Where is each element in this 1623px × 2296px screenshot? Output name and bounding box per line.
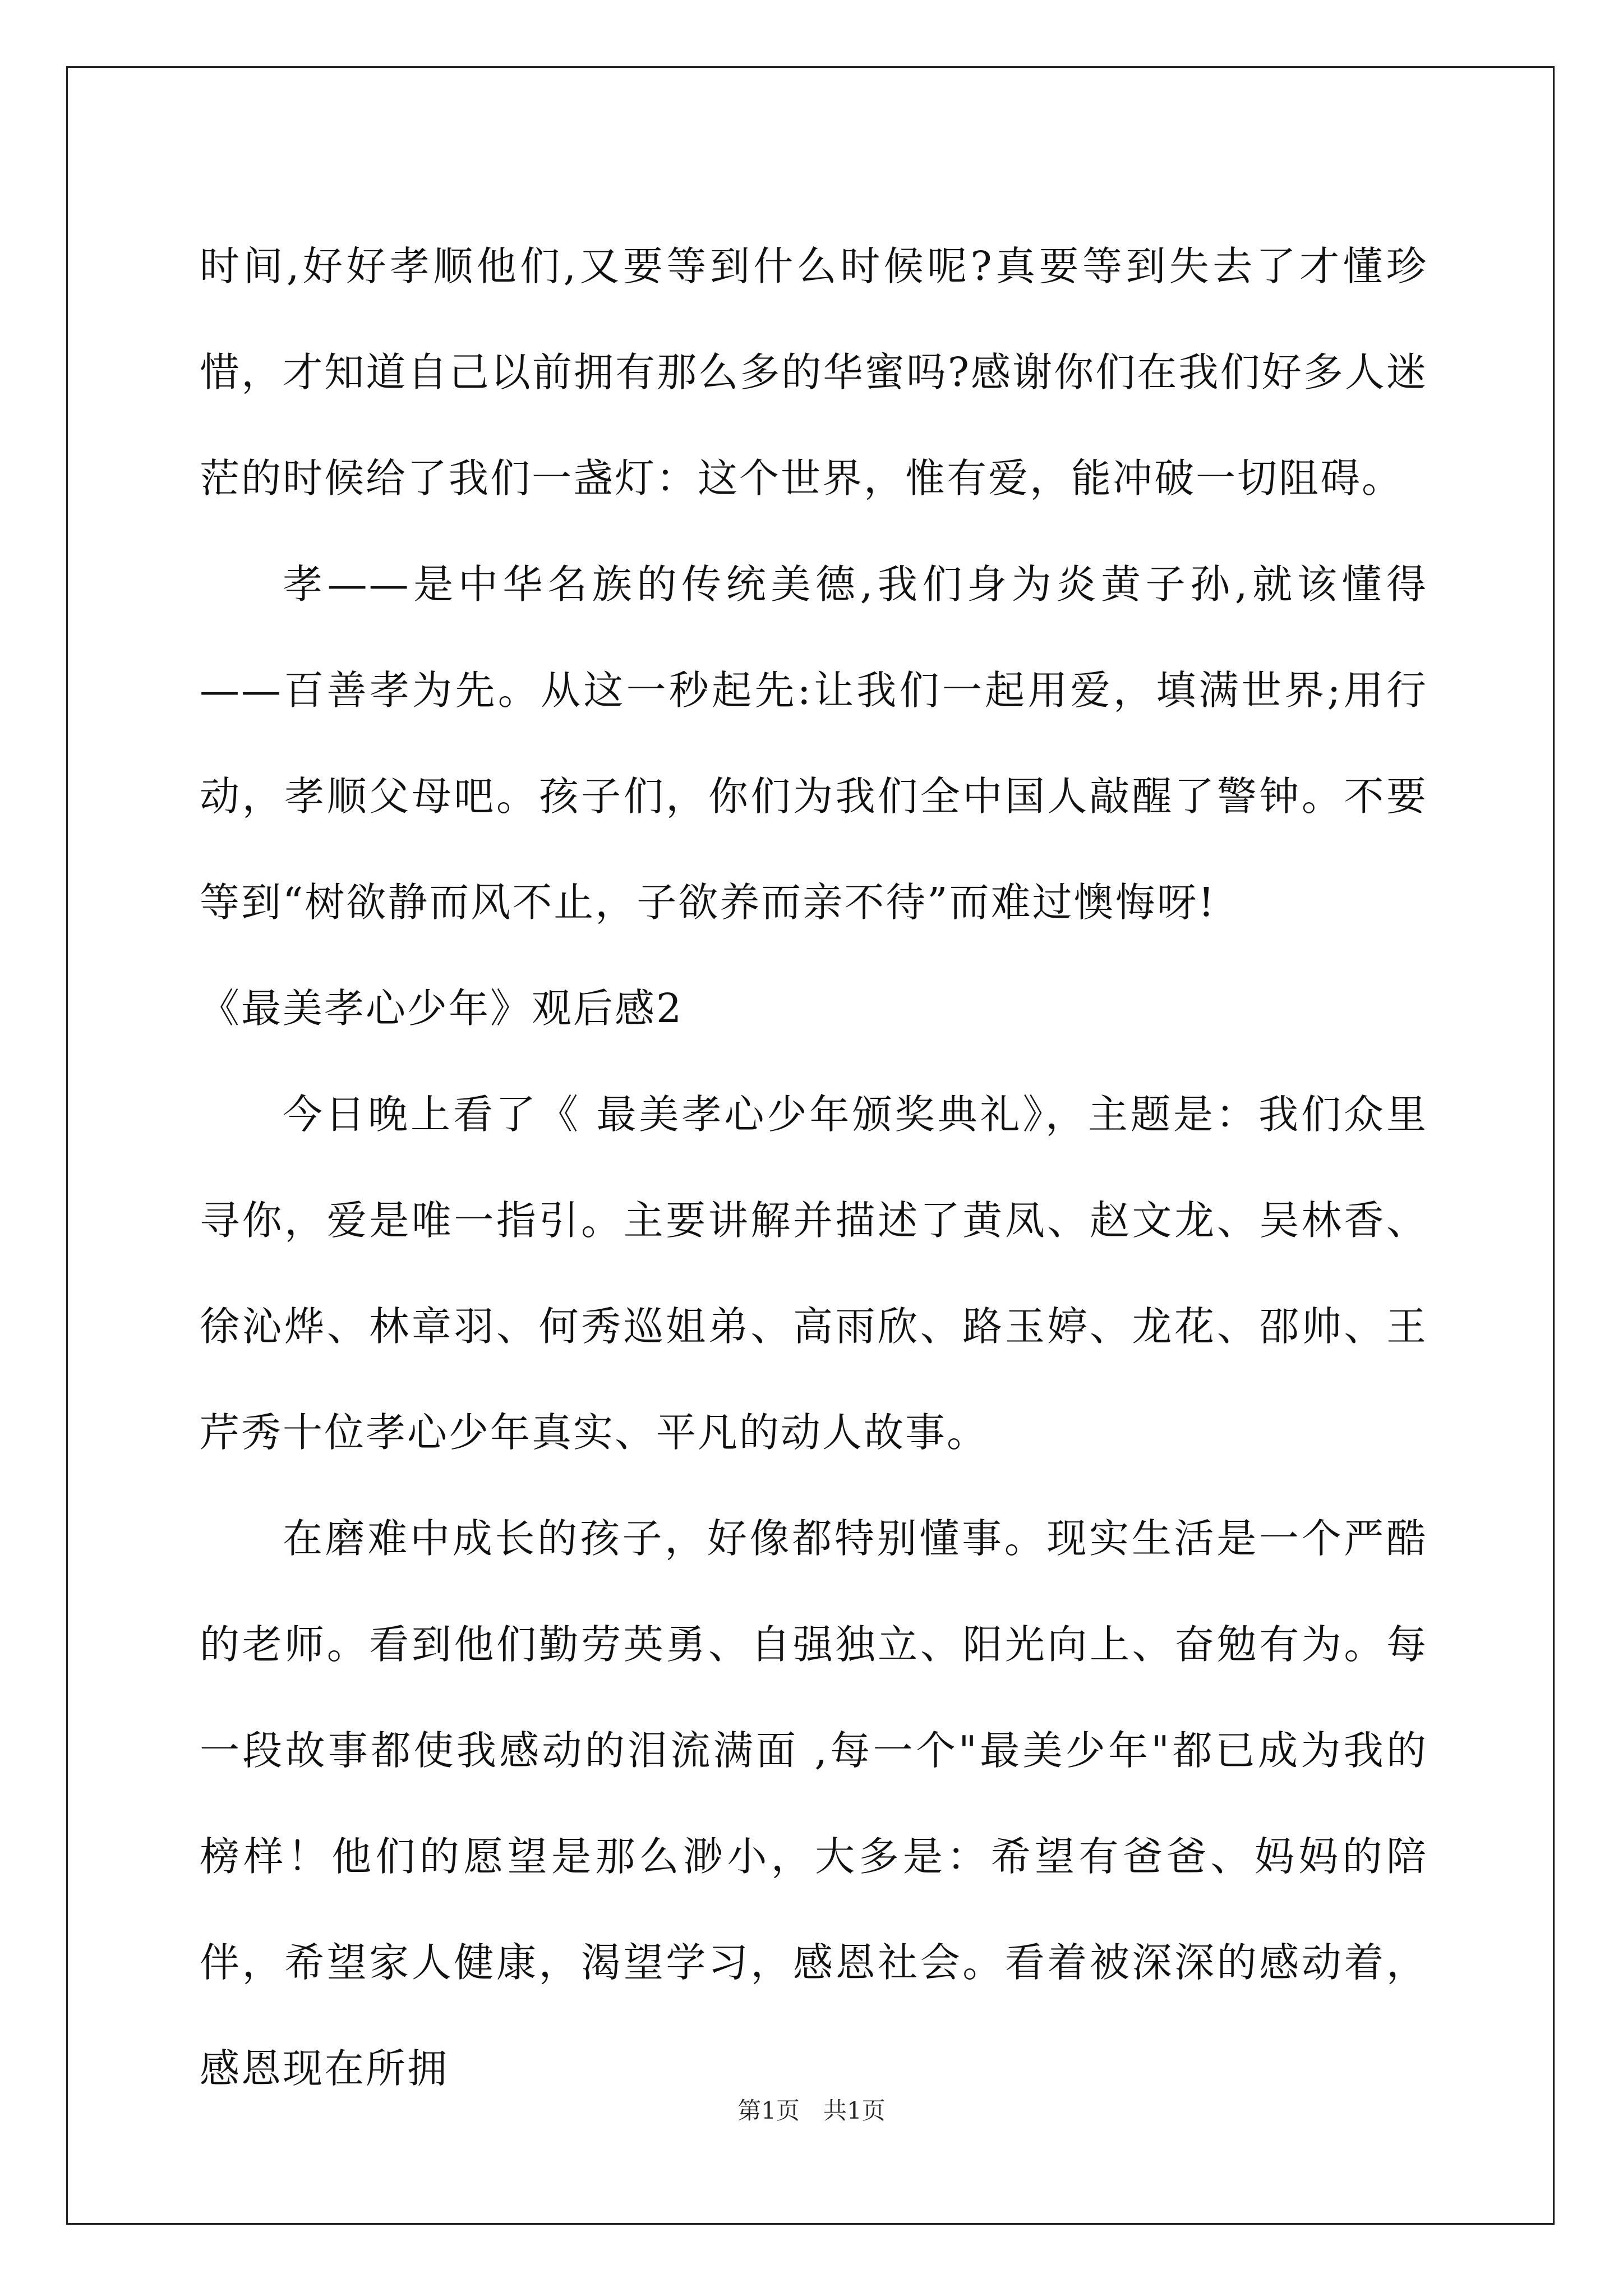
section-heading: 《最美孝心少年》观后感2 xyxy=(200,985,684,1032)
paragraph-filial-piety: 孝——是中华名族的传统美德,我们身为炎黄子孙,就该懂得——百善孝为先。从这一秒起先:让我们一起用爱，填满世界;用行动，孝顺父母吧。孩子们，你们为我们全中国人敲醒了警钟。不要等到“树欲静而风不止，子欲养而亲不待”而难过懊悔呀! xyxy=(200,561,1428,926)
paragraph-reflection: 在磨难中成长的孩子，好像都特别懂事。现实生活是一个严酷的老师。看到他们勤劳英勇、自强独立、阳光向上、奋勉有为。每一段故事都使我感动的泪流满面 ,每一个"最美少年"都已成为我的榜样！他们的愿望是那么渺小，大多是：希望有爸爸、妈妈的陪伴，希望家人健康，渴望学习，感恩社会。看着被深深的感动着，感恩现在所拥 xyxy=(200,1515,1428,2092)
paragraph-continued: 时间,好好孝顺他们,又要等到什么时候呢?真要等到失去了才懂珍惜，才知道自己以前拥有那么多的华蜜吗?感谢你们在我们好多人迷茫的时候给了我们一盏灯：这个世界，惟有爱，能冲破一切阻碍。 xyxy=(200,243,1428,501)
paragraph-ceremony-intro: 今日晚上看了《 最美孝心少年颁奖典礼》，主题是：我们众里寻你，爱是唯一指引。主要讲解并描述了黄凤、赵文龙、吴林香、徐沁烨、林章羽、何秀巡姐弟、高雨欣、路玉婷、龙花、邵帅、王芹秀十位孝心少年真实、平凡的动人故事。 xyxy=(200,1091,1428,1456)
page-number-footer: 第1页 共1页 xyxy=(737,2097,886,2124)
document-body xyxy=(200,213,1428,2122)
